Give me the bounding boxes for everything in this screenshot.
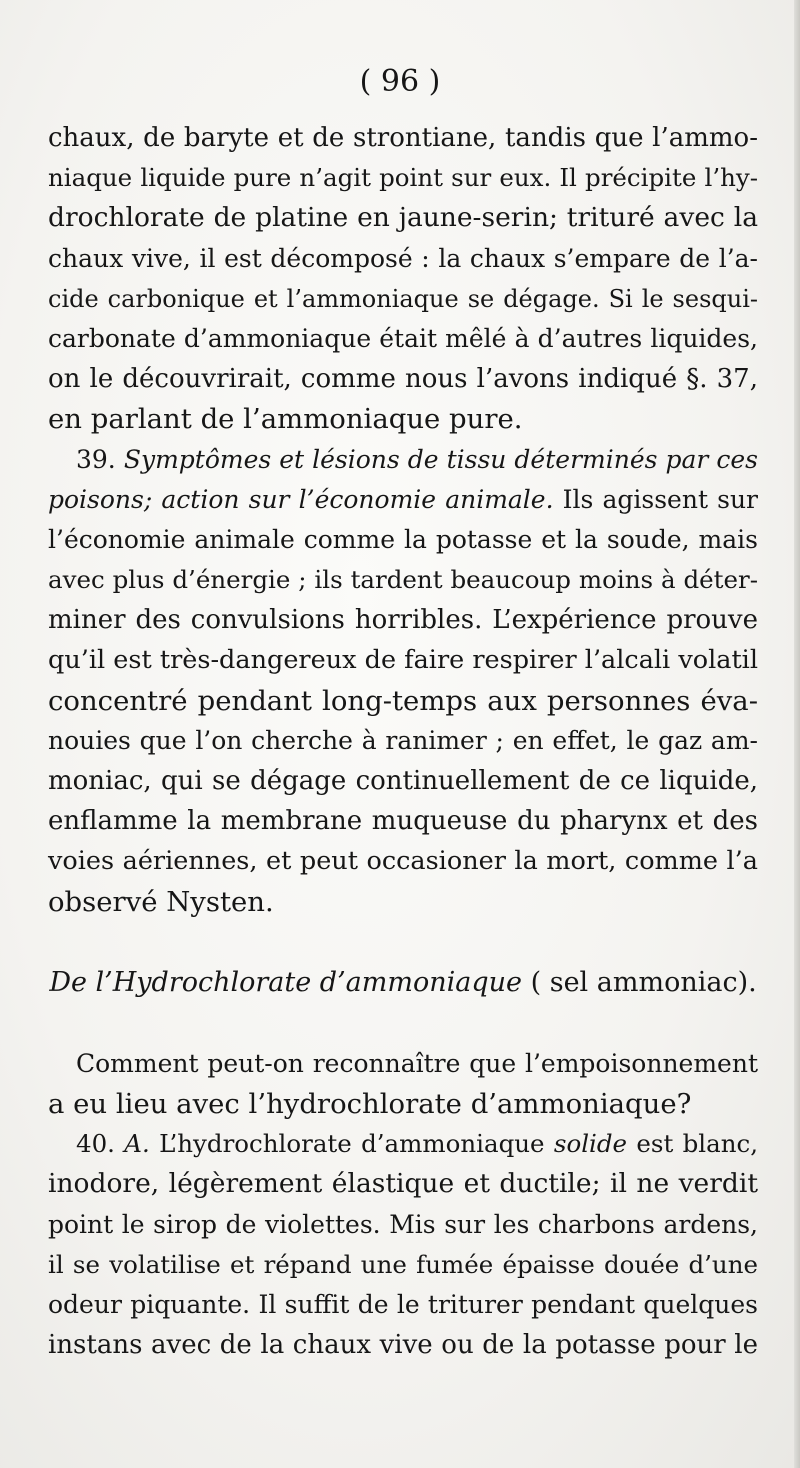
text-line: en parlant de l’ammoniaque pure.	[48, 403, 523, 436]
paragraph-number: 39.	[76, 444, 116, 474]
text-line: l’économie animale comme la potasse et la soude, mais	[48, 524, 758, 554]
text-line: on le découvrirait, comme nous l’avons indiqué §. 37,	[48, 364, 758, 395]
text-line: chaux vive, il est décomposé : la chaux s’empare de l’a-	[48, 243, 758, 273]
section-heading	[48, 962, 758, 1004]
page-edge	[794, 0, 800, 1468]
text-line: nouies que l’on cherche à ranimer ; en effet, le gaz am-	[48, 725, 758, 755]
heading-italic: De l’Hydrochlorate d’ammoniaque	[49, 966, 522, 998]
text-line: odeur piquante. Il suffit de le triturer pendant quelques	[48, 1289, 758, 1319]
text-line: observé Nysten.	[48, 885, 274, 918]
text-line: carbonate d’ammoniaque était mêlé à d’autres liquides,	[48, 323, 758, 353]
question-line: a eu lieu avec l’hydrochlorate d’ammoniaque?	[48, 1087, 692, 1120]
spacer	[48, 922, 758, 962]
text-line: voies aériennes, et peut occasioner la mort, comme l’a	[48, 846, 758, 877]
paragraph-number: 40.	[76, 1129, 115, 1159]
section-title-italic: Symptômes et lésions de tissu déterminés par ces	[123, 444, 758, 474]
text-line: chaux, de baryte et de strontiane, tandis que l’ammo-	[48, 123, 758, 153]
text-line: instans avec de la chaux vive ou de la potasse pour le	[48, 1330, 758, 1361]
question-line: Comment peut-on reconnaître que l’empoisonnement	[76, 1048, 758, 1078]
text-line: il se volatilise et répand une fumée épaisse douée d’une	[48, 1249, 758, 1279]
text-line: drochlorate de platine en jaune-serin; trituré avec la	[48, 202, 758, 234]
text-line: cide carbonique et l’ammoniaque se dégage. Si le sesqui-	[48, 284, 758, 313]
paragraph-40-first-line: 40. A. L’hydrochlorate d’ammoniaque solide est blanc,	[76, 1129, 759, 1159]
text-line: niaque liquide pure n’agit point sur eux. Il précipite l’hy-	[48, 163, 758, 193]
paragraph-39-first-line	[48, 440, 758, 480]
text-line: point le sirop de violettes. Mis sur les charbons ardens,	[48, 1209, 758, 1239]
section-title-italic: poisons; action sur l’économie animale.	[48, 484, 554, 514]
page-number: ( 96 )	[359, 64, 441, 99]
heading-parenthetical: ( sel ammoniac).	[530, 966, 757, 998]
body-text	[48, 118, 758, 1365]
text-line: miner des convulsions horribles. L’expérience prouve	[48, 605, 758, 636]
text-line: inodore, légèrement élastique et ductile; il ne verdit	[48, 1168, 758, 1200]
spacer	[48, 1004, 758, 1044]
text-line: poisons; action sur l’économie animale. Ils agissent sur	[48, 484, 759, 514]
text-line: concentré pendant long-temps aux personnes éva-	[48, 684, 758, 717]
text-line: qu’il est très-dangereux de faire respirer l’alcali volatil	[48, 645, 758, 676]
text-line: moniac, qui se dégage continuellement de ce liquide,	[48, 766, 758, 796]
subsection-letter: A.	[124, 1129, 150, 1159]
text-line: avec plus d’énergie ; ils tardent beaucoup moins à déter-	[48, 565, 758, 595]
text-line: enflamme la membrane muqueuse du pharynx et des	[48, 806, 758, 837]
